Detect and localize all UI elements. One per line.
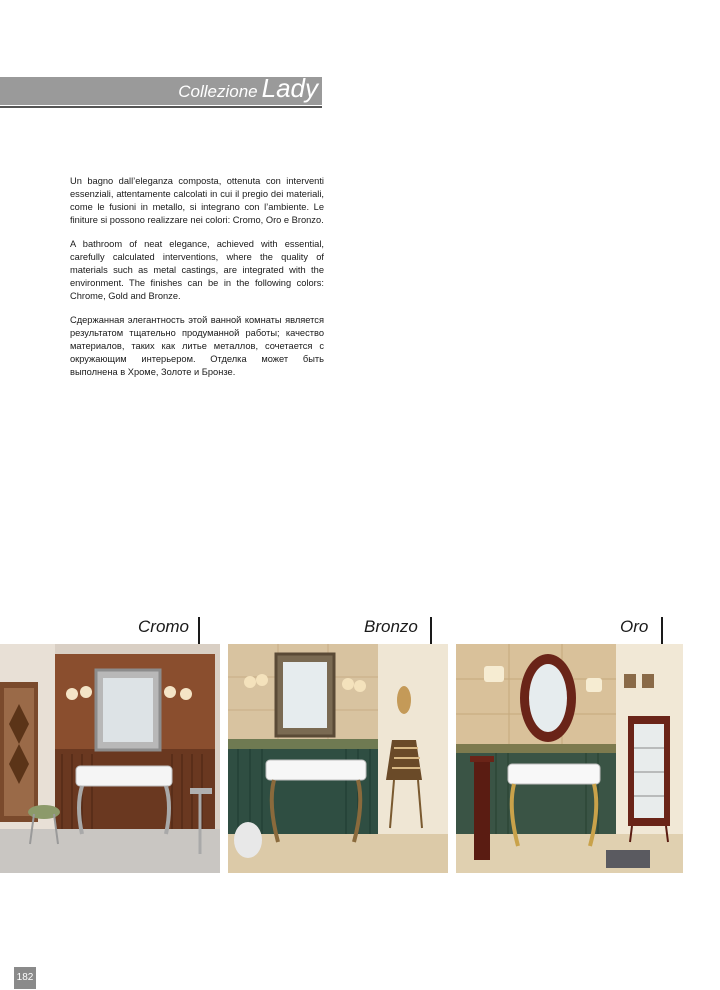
photo-cromo-bathroom	[0, 644, 220, 873]
collection-title-prefix: Collezione	[178, 82, 258, 101]
description-russian: Сдержанная элегантность этой ванной комнаты является результатом тщательно продуманной работы; качество материалов, таких как литье металлов, сочетается с окружающим интерьером. Отделка может быть выполнена в Хроме, Золоте и Бронзе.	[70, 315, 324, 377]
photo-bronzo-bathroom	[228, 644, 448, 873]
description-english: A bathroom of neat elegance, achieved with essential, carefully calculated interventions, where the quality of materials such as metal castings, are integrated with the environment. The finishes can be in the following colors: Chrome, Gold and Bronze.	[70, 239, 324, 301]
caption-oro: Oro	[620, 617, 649, 636]
caption-bronzo: Bronzo	[364, 617, 418, 636]
collection-header-band	[0, 73, 322, 105]
header-underline	[0, 106, 322, 108]
page-number: 182	[14, 967, 36, 989]
collection-title	[178, 73, 318, 104]
description-italian: Un bagno dall’eleganza composta, ottenuta con interventi essenziali, attentamente calcolati in cui il pregio dei materiali, come le fusioni in metallo, si integrano con l’ambiente. Le finiture si possono realizzare nei colori: Cromo, Oro e Bronzo.	[70, 176, 324, 226]
collection-title-name: Lady	[261, 73, 318, 103]
photo-oro-bathroom	[456, 644, 683, 873]
caption-cromo: Cromo	[138, 617, 190, 636]
